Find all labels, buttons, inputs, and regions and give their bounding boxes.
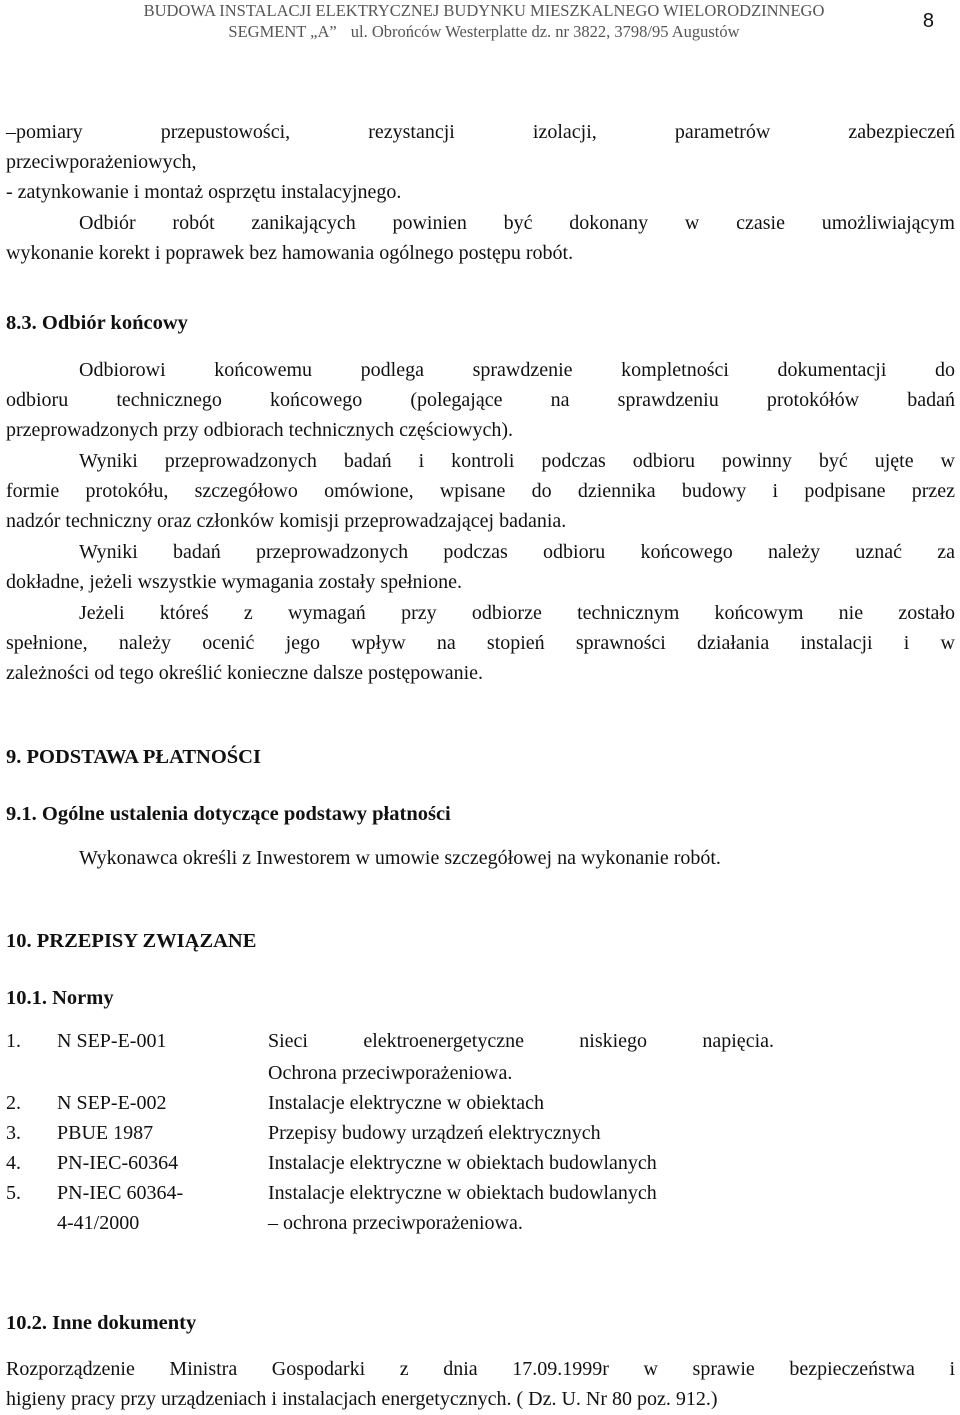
- norm-code-cont: 4-41/2000: [57, 1212, 140, 1234]
- section-10-2-heading: 10.2. Inne dokumenty: [6, 1312, 197, 1334]
- norm-code: PBUE 1987: [57, 1122, 154, 1144]
- norm-code: N SEP-E-001: [57, 1030, 167, 1052]
- norm-description-cont: Ochrona przeciwporażeniowa.: [268, 1062, 513, 1084]
- norm-number: 1.: [6, 1030, 21, 1052]
- norm-code: PN-IEC 60364-: [57, 1182, 184, 1204]
- norm-description: Przepisy budowy urządzeń elektrycznych: [268, 1122, 601, 1144]
- section-10-2-line2: higieny pracy przy urządzeniach i instalacjach energetycznych. ( Dz. U. Nr 80 poz. 912.): [6, 1388, 718, 1410]
- norm-description: Instalacje elektryczne w obiektach budowlanych: [268, 1182, 657, 1204]
- norm-number: 5.: [6, 1182, 21, 1204]
- norm-code: N SEP-E-002: [57, 1092, 167, 1114]
- section-8-3-p2-line3: nadzór techniczny oraz członków komisji przeprowadzającej badania.: [6, 510, 567, 532]
- header-subtitle: [84, 21, 884, 42]
- norm-number: 2.: [6, 1092, 21, 1114]
- section-8-3-p4-line3: zależności od tego określić konieczne dalsze postępowanie.: [6, 662, 484, 684]
- norm-description: Sieci elektroenergetyczne niskiego napięcia.: [268, 1030, 774, 1052]
- section-8-3-heading: 8.3. Odbiór końcowy: [6, 312, 188, 334]
- section-8-3-p1-line3: przeprowadzonych przy odbiorach technicznych częściowych).: [6, 419, 513, 441]
- page-header: [84, 0, 884, 42]
- norm-number: 3.: [6, 1122, 21, 1144]
- intro-bullet2: - zatynkowanie i montaż osprzętu instalacyjnego.: [6, 181, 402, 203]
- intro-bullet1-line2: przeciwporażeniowych,: [6, 151, 197, 173]
- norm-description-cont: – ochrona przeciwporażeniowa.: [268, 1212, 523, 1234]
- section-10-1-heading: 10.1. Normy: [6, 987, 114, 1009]
- section-9-heading: 9. PODSTAWA PŁATNOŚCI: [6, 746, 261, 768]
- section-8-3-p4-line1: Jeżeli któreś z wymagań przy odbiorze technicznym końcowym nie zostało: [79, 602, 955, 624]
- section-8-3-p2-line2: formie protokółu, szczegółowo omówione, wpisane do dziennika budowy i podpisane przez: [6, 480, 955, 502]
- header-segment: SEGMENT „A”: [228, 22, 337, 41]
- norm-code: PN-IEC-60364: [57, 1152, 179, 1174]
- section-8-3-p1-line1: Odbiorowi końcowemu podlega sprawdzenie kompletności dokumentacji do: [79, 359, 955, 381]
- section-8-3-p3-line2: dokładne, jeżeli wszystkie wymagania zostały spełnione.: [6, 571, 462, 593]
- section-8-3-p4-line2: spełnione, należy ocenić jego wpływ na stopień sprawności działania instalacji i w: [6, 632, 955, 654]
- section-10-2-line1: Rozporządzenie Ministra Gospodarki z dnia 17.09.1999r w sprawie bezpieczeństwa i: [6, 1358, 955, 1380]
- section-10-heading: 10. PRZEPISY ZWIĄZANE: [6, 930, 257, 952]
- section-8-3-p1-line2: odbioru technicznego końcowego (polegające na sprawdzeniu protokółów badań: [6, 389, 955, 411]
- intro-para-line2: wykonanie korekt i poprawek bez hamowania ogólnego postępu robót.: [6, 242, 574, 264]
- intro-para-line1: Odbiór robót zanikających powinien być dokonany w czasie umożliwiającym: [79, 212, 955, 234]
- section-9-1-heading: 9.1. Ogólne ustalenia dotyczące podstawy płatności: [6, 803, 451, 825]
- header-title: BUDOWA INSTALACJI ELEKTRYCZNEJ BUDYNKU MIESZKALNEGO WIELORODZINNEGO: [143, 1, 825, 20]
- section-8-3-p2-line1: Wyniki przeprowadzonych badań i kontroli podczas odbioru powinny być ujęte w: [79, 450, 955, 472]
- section-9-1-text: Wykonawca określi z Inwestorem w umowie szczegółowej na wykonanie robót.: [79, 847, 721, 869]
- intro-bullet1-line1: –pomiary przepustowości, rezystancji izolacji, parametrów zabezpieczeń: [6, 121, 955, 143]
- norm-number: 4.: [6, 1152, 21, 1174]
- norm-description: Instalacje elektryczne w obiektach budowlanych: [268, 1152, 657, 1174]
- page-number: 8: [922, 10, 934, 32]
- section-8-3-p3-line1: Wyniki badań przeprowadzonych podczas odbioru końcowego należy uznać za: [79, 541, 955, 563]
- norm-description: Instalacje elektryczne w obiektach: [268, 1092, 544, 1114]
- header-address: ul. Obrońców Westerplatte dz. nr 3822, 3798/95 Augustów: [350, 22, 740, 41]
